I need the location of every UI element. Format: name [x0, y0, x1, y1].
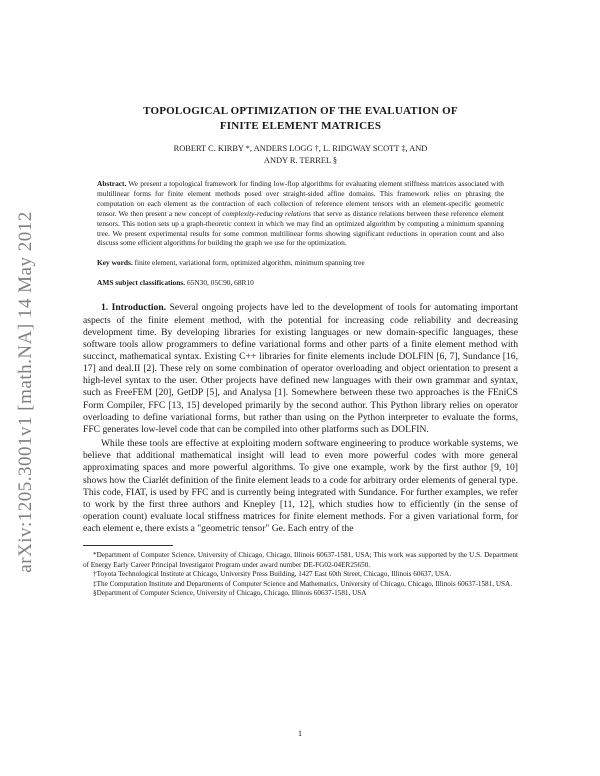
- ams-classification-block: [97, 278, 504, 288]
- intro-paragraph-1: [83, 302, 518, 436]
- footnote-rule: [83, 545, 173, 546]
- arxiv-id-text: arXiv:1205.3001v1 [math.NA] 14 May 2012: [15, 211, 36, 573]
- footnote-3: ‡The Computation Institute and Departments of Computer Science and Mathematics, University of Chicago, Chicago, Illinois 60637-1581, USA.: [93, 579, 512, 588]
- title-line-1: TOPOLOGICAL OPTIMIZATION OF THE EVALUATION OF: [143, 105, 458, 117]
- ams-label: AMS subject classifications.: [97, 278, 186, 288]
- title-line-2: FINITE ELEMENT MATRICES: [219, 120, 382, 132]
- keywords-block: [97, 258, 504, 268]
- footnote-4: §Department of Computer Science, University of Chicago, Chicago, Illinois 60637-1581, USA: [93, 588, 367, 597]
- authors-line-1: ROBERT C. KIRBY *, ANDERS LOGG †, L. RIDGWAY SCOTT ‡, AND: [173, 144, 428, 153]
- keywords-text: finite element, variational form, optimized algorithm, minimum spanning tree: [134, 258, 365, 268]
- ams-text: 65N30, 05C90, 68R10: [186, 278, 254, 288]
- abstract-text-b: that serve as distance relations between these reference element tensors. This notion sets up a graph-theoretic context in which we may find an optimized algorithm by computing a minimum spanning tree. We present experimental results for some common multilinear forms showing significant reductions in operation count and also discuss some efficient algorithms for building the graph we use for the optimization.: [97, 208, 504, 248]
- abstract-text-a: We present a topological framework for finding low-flop algorithms for evaluating element stiffness matrices associated with multilinear forms for finite element methods posed over straight-sided affine domains. This framework relies on phrasing the computation on each element as the contraction of each collection of reference element tensors with an element-specific geometric tensor. We then present a new concept of: [97, 179, 504, 218]
- author-list: [83, 143, 518, 167]
- abstract-block: [97, 179, 504, 248]
- introduction-section: [83, 302, 518, 535]
- intro-paragraph-2: While these tools are effective at exploiting modern software engineering to produce workable systems, we believe that additional mathematical insight will lead to even more powerful codes with more general approximating spaces and more powerful algorithms. To give one example, work by the first author [9, 10] shows how the Ciarlét definition of the finite element leads to a code for arbitrary order elements of general type. This code, FIAT, is used by FFC and is currently being integrated with Sundance. For further examples, we refer to work by the first three authors and Knepley [11, 12], which studies how to efficiently (in the sense of operation count) evaluate local stiffness matrices for finite element methods. For a given variational form, for each element e, there exists a "geometric tensor" Ge. Each entry of the: [83, 438, 518, 535]
- page-number: 1: [297, 728, 303, 738]
- arxiv-side-identifier: [6, 112, 46, 672]
- abstract-emphasis: complexity-reducing relations: [222, 208, 312, 218]
- paper-page: [83, 104, 518, 598]
- footnotes: [83, 551, 518, 598]
- footnote-2: †Toyota Technological Institute at Chicago, University Press Building, 1427 East 60th Street, Chicago, Illinois 60637, USA.: [93, 570, 451, 579]
- paper-title: [83, 104, 518, 134]
- intro-paragraph-1-text: Several ongoing projects have led to the development of tools for automating important aspects of the finite element method, with the potential for increasing code reliability and decreasing development time. By developing libraries for existing languages or new domain-specific languages, these software tools allow programmers to define variational forms and other parts of a finite element method with succinct, mathematical syntax. Existing C++ libraries for finite elements include DOLFIN [6, 7], Sundance [16, 17] and deal.II [2]. These rely on some combination of operator overloading and object orientation to present a high-level syntax to the user. Other projects have defined new languages with their own grammar and syntax, such as FreeFEM [20], GetDP [5], and Analysa [1]. Somewhere between these two approaches is the FEniCS Form Compiler, FFC [13, 15] developed primarily by the second author. This Python library relies on operator overloading to define variational forms, but rather than using on the Python interpreter to evaluate the forms, FFC generates low-level code that can be compiled into other platforms such as DOLFIN.: [83, 302, 519, 435]
- authors-line-2: ANDY R. TERREL §: [263, 156, 338, 165]
- footnote-1: *Department of Computer Science, University of Chicago, Chicago, Illinois 60637-1581, USA; This work was supported by the U.S. Department of Energy Early Career Principal Investigator Program under award number DE-FG02-04ER25650.: [83, 551, 518, 569]
- keywords-label: Key words.: [97, 258, 133, 268]
- abstract-label: Abstract.: [97, 179, 127, 188]
- section-heading: 1. Introduction.: [101, 302, 167, 314]
